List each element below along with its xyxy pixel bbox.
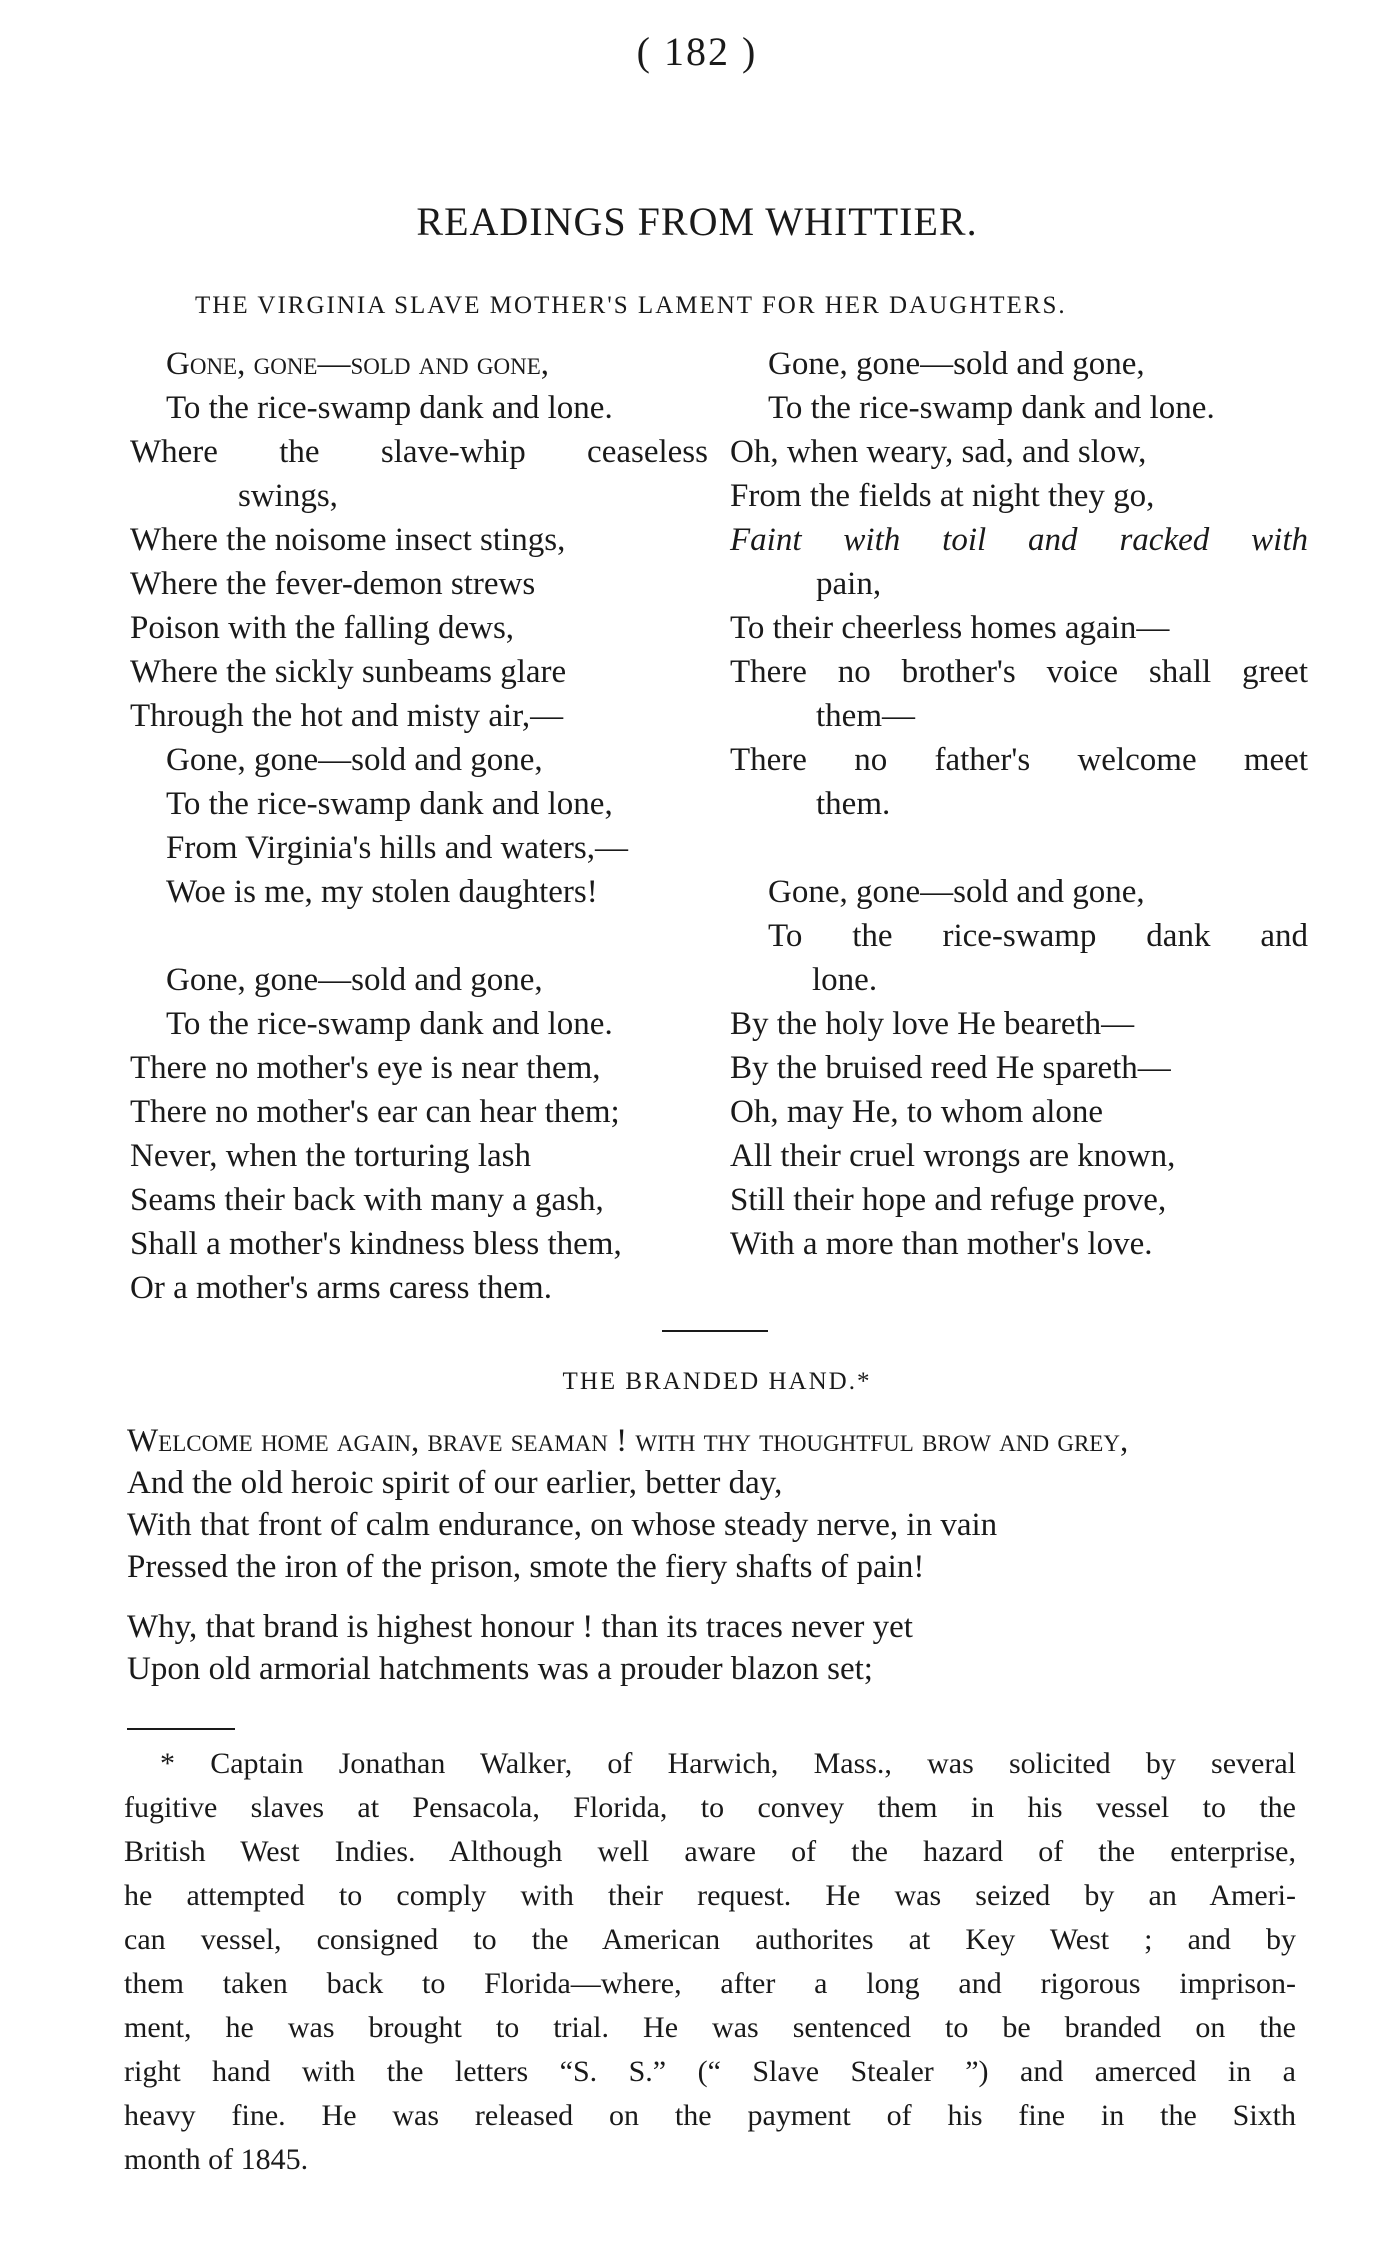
poem-line: To the rice-swamp dank and lone.	[166, 1006, 613, 1042]
poem-line: Oh, when weary, sad, and slow,	[730, 434, 1147, 470]
poem-line: To the rice-swamp dank and lone.	[166, 390, 613, 426]
footnote-line: * Captain Jonathan Walker, of Harwich, Mass., was solicited by several	[160, 1747, 1296, 1780]
poem-line: Or a mother's arms caress them.	[130, 1270, 552, 1306]
footnote-line: heavy fine. He was released on the payment of his fine in the Sixth	[124, 2099, 1296, 2132]
poem-line: Where the sickly sunbeams glare	[130, 654, 567, 690]
poem-line: Where the noisome insect stings,	[130, 522, 566, 558]
poem-line: swings,	[238, 478, 338, 514]
footnote-line: can vessel, consigned to the American authorites at Key West ; and by	[124, 1923, 1296, 1956]
poem-line: Gone, gone—sold and gone,	[166, 962, 543, 998]
footnote	[124, 1742, 1296, 2182]
poem-line: To the rice-swamp dank and lone,	[166, 786, 613, 822]
poem-line: Gone, gone—sold and gone,	[768, 346, 1145, 382]
poem-line: There no father's welcome meet	[730, 742, 1308, 778]
poem-line: Shall a mother's kindness bless them,	[130, 1226, 622, 1262]
poem-line: From the fields at night they go,	[730, 478, 1155, 514]
poem-line: Why, that brand is highest honour ! than its traces never yet	[127, 1609, 913, 1645]
poem-line: Seams their back with many a gash,	[130, 1182, 604, 1218]
poem-line: All their cruel wrongs are known,	[730, 1138, 1176, 1174]
poem-line: And the old heroic spirit of our earlier, better day,	[127, 1465, 783, 1501]
footnote-line: he attempted to comply with their request. He was seized by an Ameri-	[124, 1879, 1296, 1912]
poem-line: To the rice-swamp dank and lone.	[768, 390, 1215, 426]
poem-line: lone.	[812, 962, 878, 998]
footnote-line: right hand with the letters “S. S.” (“ Slave Stealer ”) and amerced in a	[124, 2055, 1296, 2088]
poem-line: Pressed the iron of the prison, smote the fiery shafts of pain!	[127, 1549, 925, 1585]
poem-line: Through the hot and misty air,—	[130, 698, 564, 734]
poem-line: From Virginia's hills and waters,—	[166, 830, 628, 866]
stanza-gap	[730, 826, 1308, 870]
poem-line: them.	[816, 786, 891, 822]
poem-line: Oh, may He, to whom alone	[730, 1094, 1104, 1130]
poem-line: Poison with the falling dews,	[130, 610, 515, 646]
poem-line: There no mother's ear can hear them;	[130, 1094, 620, 1130]
poem-line: pain,	[816, 566, 882, 602]
poem-line: Where the slave-whip ceaseless	[130, 434, 708, 470]
poem-title-virginia-slave-mother: THE VIRGINIA SLAVE MOTHER'S LAMENT FOR HER DAUGHTERS.	[195, 292, 1067, 319]
footnote-divider	[127, 1728, 235, 1730]
section-divider	[662, 1330, 768, 1332]
poem-line: With a more than mother's love.	[730, 1226, 1153, 1262]
poem-line: Gone, gone—sold and gone,	[768, 874, 1145, 910]
poem-line: Never, when the torturing lash	[130, 1138, 531, 1174]
poem-line: Gone, gone—sold and gone,	[166, 742, 543, 778]
poem-line: Gone, gone—sold and gone,	[166, 346, 549, 382]
page-number: ( 182 )	[636, 29, 758, 74]
poem-line: To the rice-swamp dank and	[768, 918, 1308, 954]
poem-line: There no brother's voice shall greet	[730, 654, 1308, 690]
footnote-line: fugitive slaves at Pensacola, Florida, to convey them in his vessel to the	[124, 1791, 1296, 1824]
page-title: READINGS FROM WHITTIER.	[416, 199, 978, 244]
footnote-line: month of 1845.	[124, 2143, 309, 2176]
poem-title-branded-hand: THE BRANDED HAND.*	[562, 1368, 872, 1395]
poem-line: By the bruised reed He spareth—	[730, 1050, 1171, 1086]
poem-line: Welcome home again, brave seaman ! with thy thoughtful brow and grey,	[127, 1423, 1129, 1459]
poem-branded-hand	[127, 1420, 1297, 1690]
footnote-line: ment, he was brought to trial. He was sentenced to be branded on the	[124, 2011, 1296, 2044]
poem-line: By the holy love He beareth—	[730, 1006, 1135, 1042]
poem-line: Still their hope and refuge prove,	[730, 1182, 1167, 1218]
poem-line: Faint with toil and racked with	[730, 522, 1308, 558]
stanza-gap	[127, 1588, 1297, 1606]
stanza-gap	[130, 914, 708, 958]
poem-right-column	[730, 342, 1308, 1266]
poem-line: Upon old armorial hatchments was a prouder blazon set;	[127, 1651, 873, 1687]
poem-line: them—	[816, 698, 915, 734]
poem-line: To their cheerless homes again—	[730, 610, 1170, 646]
footnote-line: them taken back to Florida—where, after a long and rigorous imprison-	[124, 1967, 1296, 2000]
footnote-line: British West Indies. Although well aware of the hazard of the enterprise,	[124, 1835, 1296, 1868]
poem-left-column	[130, 342, 708, 1310]
poem-line: With that front of calm endurance, on whose steady nerve, in vain	[127, 1507, 998, 1543]
poem-line: There no mother's eye is near them,	[130, 1050, 601, 1086]
poem-line: Woe is me, my stolen daughters!	[166, 874, 598, 910]
poem-line: Where the fever-demon strews	[130, 566, 536, 602]
